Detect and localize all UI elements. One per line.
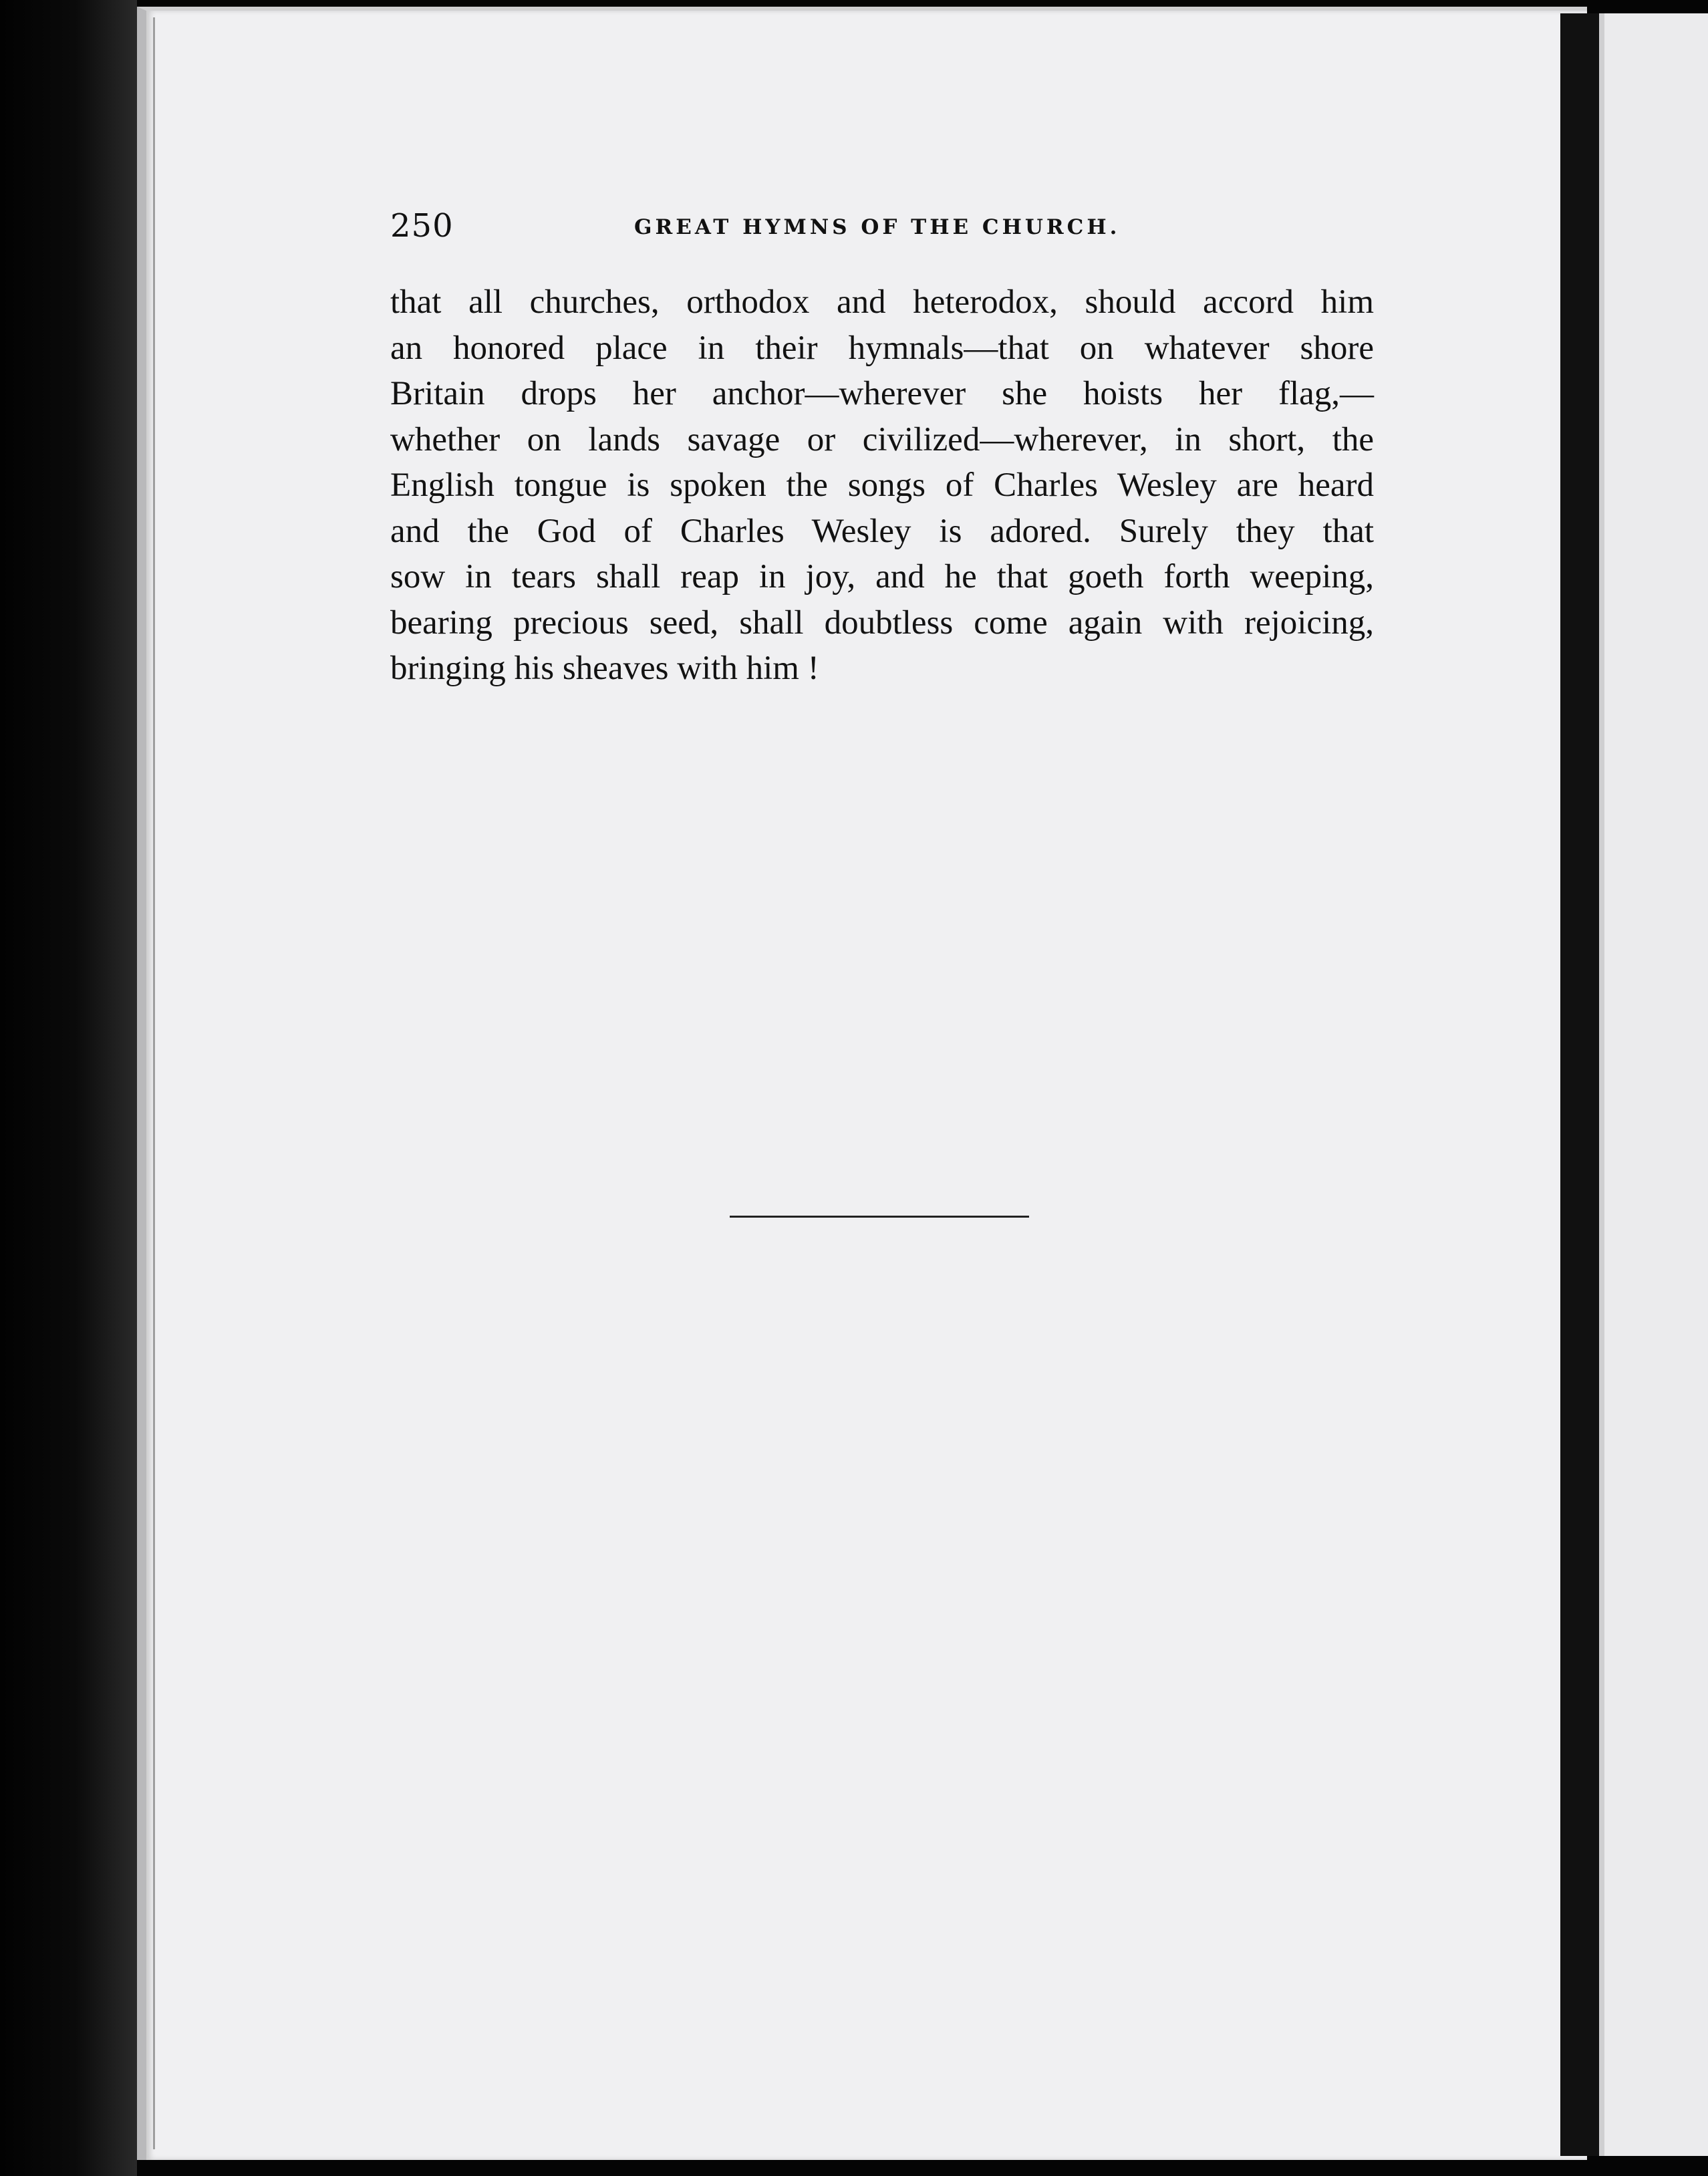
running-title: GREAT HYMNS OF THE CHURCH. xyxy=(634,215,1121,239)
text-line: Britain drops her anchor—wherever she hoists her flag,— xyxy=(390,375,1374,412)
text-line: that all churches, orthodox and heterodox, should accord him xyxy=(390,283,1374,321)
text-line: bearing precious seed, shall doubtless come again with rejoicing, xyxy=(390,603,1374,642)
page-border-line xyxy=(153,17,155,2149)
text-line: and the God of Charles Wesley is adored. Surely they that xyxy=(390,512,1374,550)
text-line: bringing his sheaves with him ! xyxy=(390,650,819,687)
running-header xyxy=(390,207,1374,247)
facing-page-edge xyxy=(1599,13,1708,2156)
text-line: an honored place in their hymnals—that on whatever shore xyxy=(390,329,1374,367)
body-paragraph xyxy=(390,279,1374,692)
text-line: whether on lands savage or civilized—wherever, in short, the xyxy=(390,420,1374,458)
chapter-end-rule xyxy=(730,1216,1029,1218)
text-line: English tongue is spoken the songs of Charles Wesley are heard xyxy=(390,466,1374,504)
book-spine-gutter xyxy=(1560,13,1599,2156)
page-number: 250 xyxy=(390,207,454,245)
book-edge-shadow xyxy=(0,0,137,2176)
text-line: sow in tears shall reap in joy, and he that goeth forth weeping, xyxy=(390,558,1374,595)
